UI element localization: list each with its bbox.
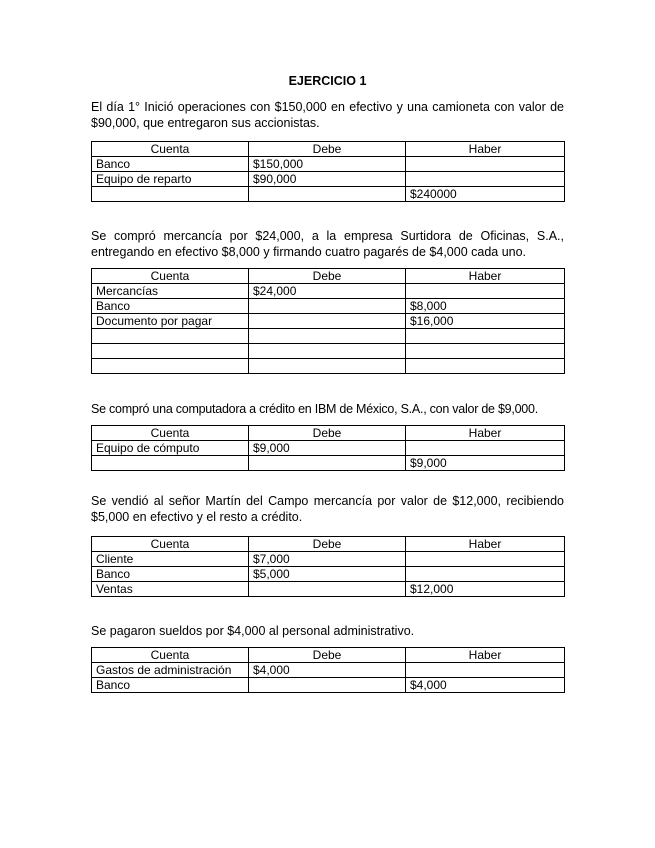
cell-debe: $24,000 [249, 284, 406, 299]
header-cuenta: Cuenta [92, 269, 249, 284]
cell-haber [406, 344, 565, 359]
ledger-table-5 [91, 647, 565, 693]
cell-haber [406, 172, 565, 187]
table-row [92, 187, 565, 202]
header-cuenta: Cuenta [92, 426, 249, 441]
cell-haber: $240000 [406, 187, 565, 202]
cell-cuenta: Documento por pagar [92, 314, 249, 329]
cell-debe: $4,000 [249, 663, 406, 678]
header-debe: Debe [249, 648, 406, 663]
header-debe: Debe [249, 269, 406, 284]
cell-cuenta: Banco [92, 299, 249, 314]
header-cuenta: Cuenta [92, 537, 249, 552]
exercise-2-line-1: Se compró mercancía por $24,000, a la empresa Surtidora de Oficinas, S.A., [91, 229, 564, 243]
cell-haber: $4,000 [406, 678, 565, 693]
table-row [92, 456, 565, 471]
cell-haber [406, 567, 565, 582]
exercise-3-line-1: Se compró una computadora a crédito en IBM de México, S.A., con valor de $9,000. [91, 402, 538, 416]
table-row [92, 314, 565, 329]
cell-haber [406, 552, 565, 567]
cell-cuenta: Banco [92, 678, 249, 693]
exercise-4-line-1: Se vendió al señor Martín del Campo mercancía por valor de $12,000, recibiendo [91, 494, 564, 508]
header-cuenta: Cuenta [92, 142, 249, 157]
cell-debe: $7,000 [249, 552, 406, 567]
cell-cuenta [92, 359, 249, 374]
exercise-5-line-1: Se pagaron sueldos por $4,000 al personal administrativo. [91, 624, 415, 638]
cell-cuenta: Banco [92, 567, 249, 582]
ledger-table-2 [91, 268, 565, 374]
table-row [92, 663, 565, 678]
table-row [92, 172, 565, 187]
table-row [92, 359, 565, 374]
table-header-row [92, 648, 565, 663]
header-haber: Haber [406, 426, 565, 441]
header-debe: Debe [249, 142, 406, 157]
cell-cuenta [92, 329, 249, 344]
table-header-row [92, 269, 565, 284]
cell-haber: $16,000 [406, 314, 565, 329]
cell-cuenta: Equipo de reparto [92, 172, 249, 187]
cell-haber: $9,000 [406, 456, 565, 471]
cell-debe: $150,000 [249, 157, 406, 172]
cell-debe: $5,000 [249, 567, 406, 582]
cell-debe [249, 314, 406, 329]
cell-haber [406, 329, 565, 344]
cell-haber: $12,000 [406, 582, 565, 597]
table-row [92, 284, 565, 299]
exercise-1-line-1: El día 1° Inició operaciones con $150,000 en efectivo y una camioneta con valor de [91, 100, 564, 114]
table-row [92, 299, 565, 314]
cell-cuenta: Cliente [92, 552, 249, 567]
table-row [92, 157, 565, 172]
ledger-table-4 [91, 536, 565, 597]
cell-cuenta: Gastos de administración [92, 663, 249, 678]
ledger-table-3 [91, 425, 565, 471]
cell-haber [406, 663, 565, 678]
table-row [92, 678, 565, 693]
header-haber: Haber [406, 269, 565, 284]
table-row [92, 329, 565, 344]
cell-haber [406, 157, 565, 172]
cell-cuenta [92, 344, 249, 359]
exercise-2-line-2: entregando en efectivo $8,000 y firmando cuatro pagarés de $4,000 cada uno. [91, 245, 527, 259]
cell-cuenta [92, 456, 249, 471]
table-row [92, 552, 565, 567]
table-header-row [92, 142, 565, 157]
header-haber: Haber [406, 142, 565, 157]
header-debe: Debe [249, 426, 406, 441]
table-row [92, 582, 565, 597]
cell-haber [406, 284, 565, 299]
cell-haber [406, 441, 565, 456]
cell-cuenta: Banco [92, 157, 249, 172]
cell-debe [249, 344, 406, 359]
header-cuenta: Cuenta [92, 648, 249, 663]
page-title: EJERCICIO 1 [288, 74, 367, 88]
cell-debe: $9,000 [249, 441, 406, 456]
cell-cuenta: Mercancías [92, 284, 249, 299]
cell-debe [249, 582, 406, 597]
cell-haber [406, 359, 565, 374]
cell-debe [249, 329, 406, 344]
cell-debe [249, 299, 406, 314]
cell-cuenta: Equipo de cómputo [92, 441, 249, 456]
table-header-row [92, 537, 565, 552]
cell-debe [249, 187, 406, 202]
table-row [92, 567, 565, 582]
exercise-4-line-2: $5,000 en efectivo y el resto a crédito. [91, 510, 303, 524]
table-row [92, 441, 565, 456]
header-debe: Debe [249, 537, 406, 552]
header-haber: Haber [406, 648, 565, 663]
table-header-row [92, 426, 565, 441]
cell-debe: $90,000 [249, 172, 406, 187]
table-row [92, 344, 565, 359]
cell-haber: $8,000 [406, 299, 565, 314]
cell-debe [249, 678, 406, 693]
cell-cuenta [92, 187, 249, 202]
ledger-table-1 [91, 141, 565, 202]
cell-debe [249, 456, 406, 471]
cell-cuenta: Ventas [92, 582, 249, 597]
exercise-1-line-2: $90,000, que entregaron sus accionistas. [91, 116, 320, 130]
header-haber: Haber [406, 537, 565, 552]
cell-debe [249, 359, 406, 374]
